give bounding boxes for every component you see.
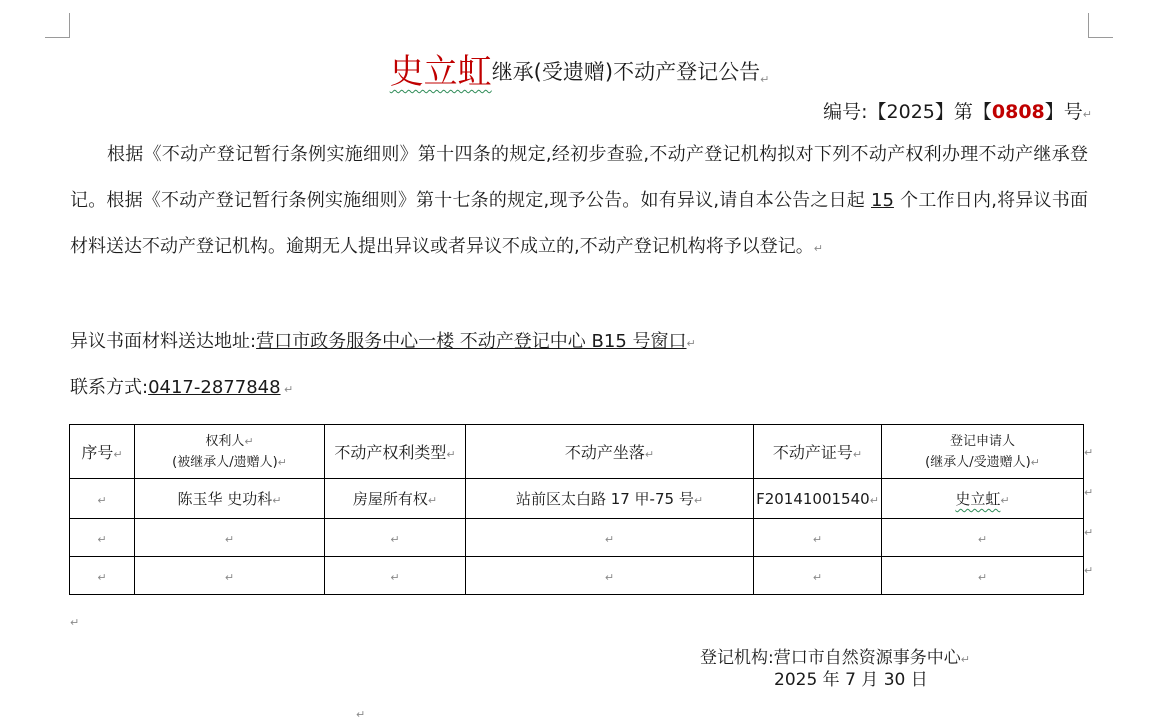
footer-date: 2025 年 7 月 30 日 (774, 670, 928, 690)
table-header-row (70, 425, 1084, 479)
table-row: ↵ ↵ ↵ ↵ ↵ ↵ (70, 519, 1084, 557)
title-text: 继承(受遗赠)不动产登记公告 (491, 60, 761, 84)
contact-line: 联系方式:0417-2877848 ↵ (70, 377, 294, 398)
row-end-mark-icon: ↵ (1084, 526, 1094, 539)
title-person-name: 史立虹 (389, 52, 492, 92)
paragraph-mark-icon: ↵ (760, 73, 770, 86)
paragraph-mark-icon: ↵ (70, 616, 80, 629)
paragraph-mark-icon: ↵ (280, 383, 294, 396)
table-row (70, 479, 1084, 519)
paragraph-mark-icon: ↵ (1082, 108, 1092, 121)
cell-seq: ↵ (70, 479, 135, 519)
row-end-mark-icon: ↵ (1084, 446, 1094, 459)
header-cert-no: 不动产证号↵ (754, 425, 882, 479)
objection-days: 15 (871, 190, 894, 211)
row-end-mark-icon: ↵ (1084, 486, 1094, 499)
cell-location: 站前区太白路 17 甲-75 号↵ (466, 479, 754, 519)
paragraph-mark-icon: ↵ (813, 242, 823, 255)
paragraph-mark-icon: ↵ (356, 708, 366, 721)
header-applicant: 登记申请人 (继承人/受遗赠人)↵ (882, 425, 1084, 479)
address-line: 异议书面材料送达地址:营口市政务服务中心一楼 不动产登记中心 B15 号窗口↵ (70, 331, 696, 352)
table-row: ↵ ↵ ↵ ↵ ↵ ↵ (70, 557, 1084, 595)
body-paragraph: 根据《不动产登记暂行条例实施细则》第十四条的规定,经初步查验,不动产登记机构拟对下列不动产权利办理不动产继承登记。根据《不动产登记暂行条例实施细则》第十七条的规定,现予公告。如有异议,请自本公告之日起 15 个工作日内,将异议书面材料送达不动产登记机构。逾期无人提出异议或者异议不成立的,不动产登记机构将予以登记。↵ (70, 144, 1088, 257)
cell-cert-no: F20141001540↵ (754, 479, 882, 519)
header-location: 不动产坐落↵ (466, 425, 754, 479)
notice-title (0, 44, 1159, 93)
address-value: 营口市政务服务中心一楼 不动产登记中心 B15 号窗口 (256, 331, 687, 352)
paragraph-mark-icon: ↵ (686, 337, 696, 350)
footer-organization: 登记机构:营口市自然资源事务中心↵ (700, 648, 970, 668)
page-corner-mark-top-right (1088, 13, 1113, 38)
cell-applicant: 史立虹↵ (882, 479, 1084, 519)
notice-number: 编号:【2025】第【0808】号↵ (823, 101, 1092, 123)
page-corner-mark-top-left (45, 13, 70, 38)
cell-right-type: 房屋所有权↵ (325, 479, 466, 519)
notice-number-value: 0808 (991, 101, 1045, 123)
header-right-type: 不动产权利类型↵ (325, 425, 466, 479)
header-holder: 权利人↵ (被继承人/遗赠人)↵ (135, 425, 325, 479)
row-end-mark-icon: ↵ (1084, 564, 1094, 577)
registration-table (69, 424, 1084, 595)
cell-holder: 陈玉华 史功科↵ (135, 479, 325, 519)
header-seq: 序号↵ (70, 425, 135, 479)
notice-body (70, 132, 1088, 272)
contact-phone: 0417-2877848 (148, 377, 281, 398)
